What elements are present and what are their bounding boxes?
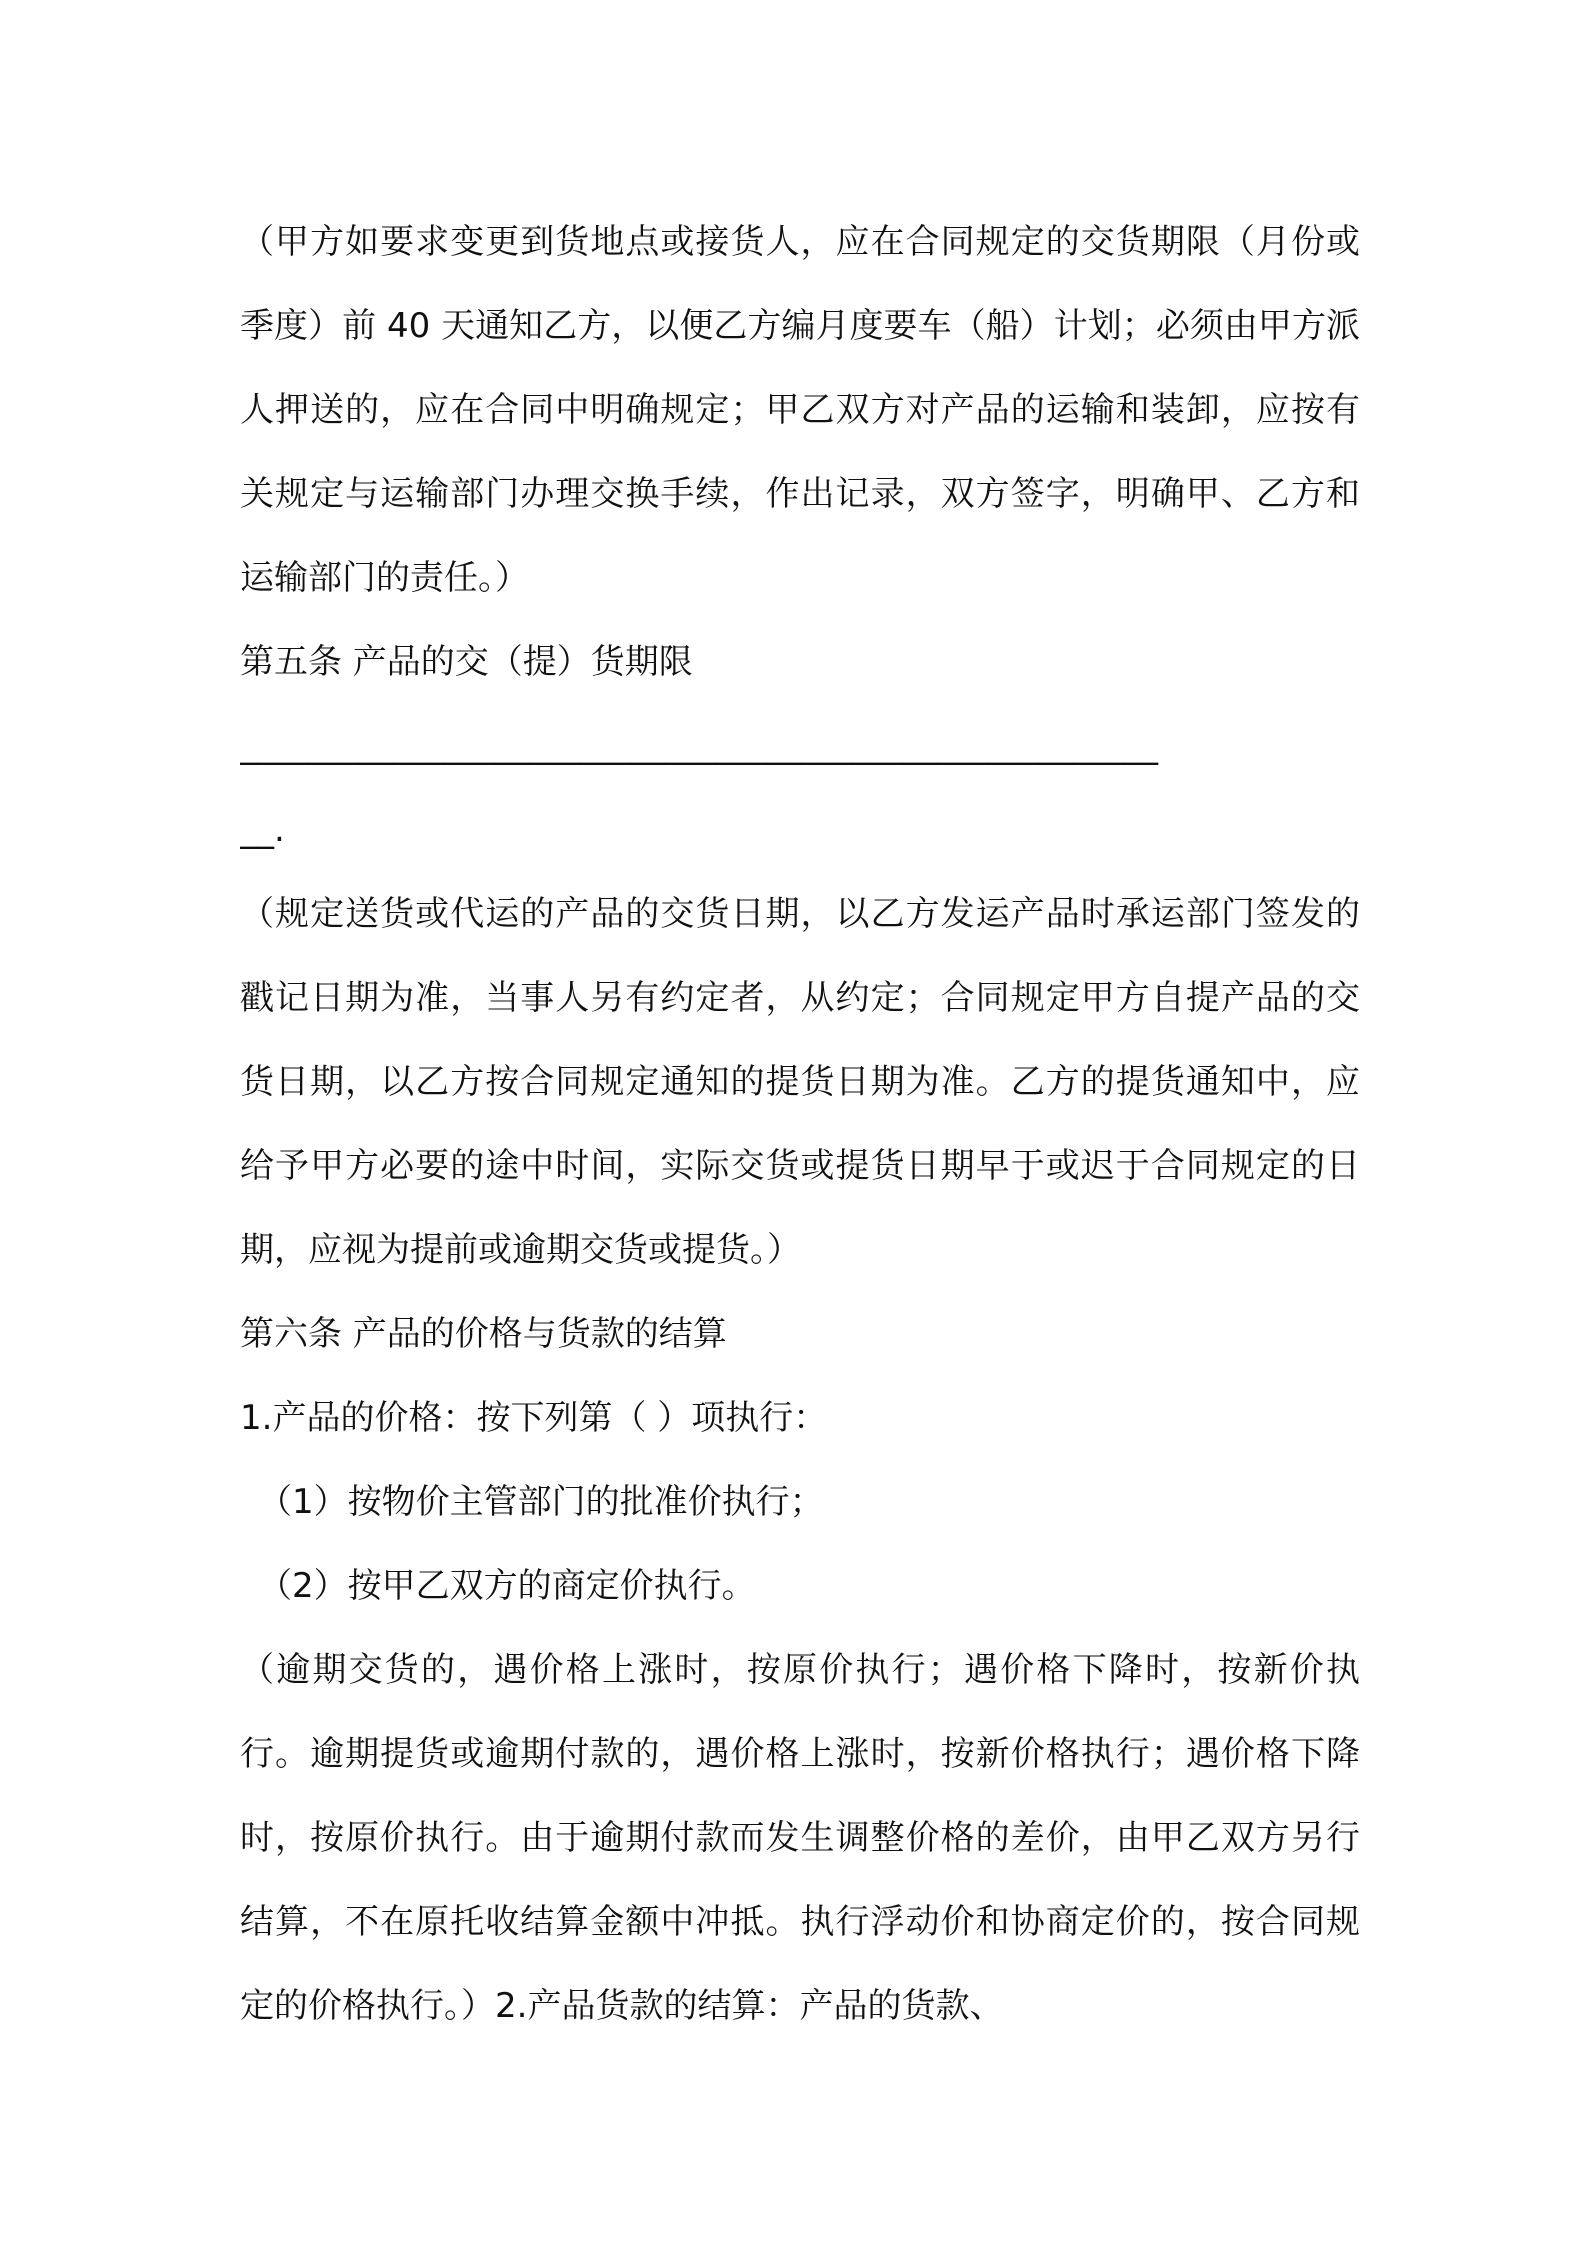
document-page (240, 200, 1360, 2048)
price-option-2: （2）按甲乙双方的商定价执行。 (258, 1566, 756, 1606)
article-5-heading: 第五条 产品的交（提）货期限 (240, 642, 693, 682)
fill-in-blank-line: ______________________________________________________ (240, 726, 1158, 766)
fill-in-blank-line-end: __. (240, 810, 285, 850)
price-item-1: 1.产品的价格：按下列第（ ）项执行： (240, 1398, 828, 1438)
paragraph-price-adjustment-terms: （逾期交货的，遇价格上涨时，按原价执行；遇价格下降时，按新价执行。逾期提货或逾期付款的，遇价格上涨时，按新价格执行；遇价格下降时，按原价执行。由于逾期付款而发生调整价格的差价，由甲乙双方另行结算，不在原托收结算金额中冲抵。执行浮动价和协商定价的，按合同规定的价格执行。）2.产品货款的结算：产品的货款、 (240, 1650, 1360, 2026)
paragraph-transport-terms: （甲方如要求变更到货地点或接货人，应在合同规定的交货期限（月份或季度）前 40 天通知乙方，以便乙方编月度要车（船）计划；必须由甲方派人押送的，应在合同中明确规定；甲乙双方对产品的运输和装卸，应按有关规定与运输部门办理交换手续，作出记录，双方签字，明确甲、乙方和运输部门的责任。） (240, 222, 1360, 598)
price-option-1: （1）按物价主管部门的批准价执行； (258, 1482, 824, 1522)
article-6-heading: 第六条 产品的价格与货款的结算 (240, 1314, 727, 1354)
paragraph-delivery-date-terms: （规定送货或代运的产品的交货日期，以乙方发运产品时承运部门签发的戳记日期为准，当事人另有约定者，从约定；合同规定甲方自提产品的交货日期，以乙方按合同规定通知的提货日期为准。乙方的提货通知中，应给予甲方必要的途中时间，实际交货或提货日期早于或迟于合同规定的日期，应视为提前或逾期交货或提货。） (240, 894, 1360, 1270)
